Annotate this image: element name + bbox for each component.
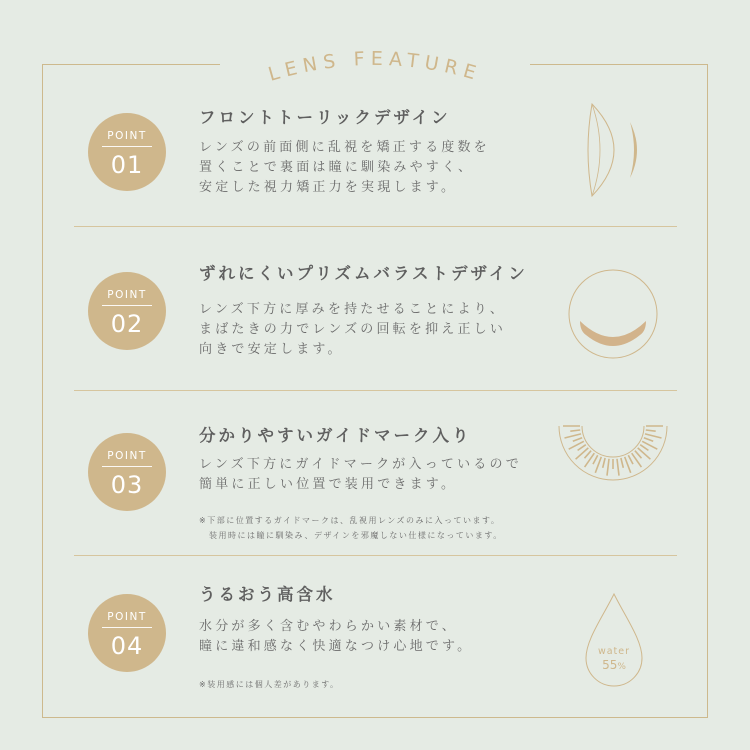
guide-mark-ray: [565, 434, 582, 438]
note-line: 装用時には瞳に馴染み、デザインを邪魔しない仕様になっています。: [209, 531, 503, 540]
feature-description: [199, 138, 490, 198]
guide-mark-ray: [628, 455, 633, 464]
divider: [74, 390, 677, 391]
feature-description: [199, 617, 473, 657]
point-badge: [88, 594, 166, 672]
page-title-arc: [215, 18, 535, 98]
feature-heading: フロントトーリックデザイン: [199, 108, 451, 127]
point-number: 03: [110, 471, 144, 499]
badge-divider: [102, 146, 152, 147]
description-line: 向きで安定します。: [199, 342, 344, 357]
guide-mark-ray: [617, 459, 619, 476]
badge-divider: [102, 305, 152, 306]
point-number: 01: [110, 151, 144, 179]
point-label: POINT: [107, 289, 147, 301]
description-line: 水分が多く含むやわらかい素材で、: [199, 619, 458, 634]
point-label: POINT: [107, 450, 147, 462]
guide-mark-ray: [640, 445, 648, 451]
guide-mark-ray: [621, 458, 623, 468]
feature-description: [199, 300, 506, 360]
note-line: ※下部に位置するガイドマークは、乱視用レンズのみに入っています。: [199, 516, 501, 525]
water-percentage: [590, 658, 638, 672]
point-badge: [88, 113, 166, 191]
guide-mark-ray: [607, 459, 609, 476]
feature-note: [199, 513, 503, 543]
point-label: POINT: [107, 611, 147, 623]
guide-mark-ray: [585, 451, 592, 459]
lens-prism-ballast-icon: [566, 267, 660, 361]
guide-mark-ray: [573, 438, 582, 442]
divider: [74, 555, 677, 556]
feature-heading: うるおう高含水: [199, 585, 336, 604]
description-line: 安定した視力矯正力を実現します。: [199, 180, 458, 195]
lens-side-profile-icon: [580, 100, 650, 200]
feature-description: [199, 455, 522, 495]
guide-mark-ray: [603, 458, 605, 468]
description-line: 置くことで裏面は瞳に馴染みやすく、: [199, 160, 475, 175]
guide-mark-ray: [646, 430, 656, 431]
page-title: LENS FEATURE: [265, 47, 485, 86]
guide-mark-ray: [578, 445, 586, 451]
point-number: 04: [110, 632, 144, 660]
description-line: レンズの前面側に乱視を矯正する度数を: [199, 140, 490, 155]
svg-text:LENS FEATURE: [266, 48, 484, 86]
point-badge: [88, 433, 166, 511]
point-label: POINT: [107, 130, 147, 142]
point-badge: [88, 272, 166, 350]
description-line: レンズ下方にガイドマークが入っているので: [199, 457, 522, 472]
badge-divider: [102, 466, 152, 467]
note-line: ※装用感には個人差があります。: [199, 680, 340, 689]
water-drop-icon: [584, 590, 644, 690]
description-line: 瞳に違和感なく快適なつけ心地です。: [199, 639, 474, 654]
description-line: レンズ下方に厚みを持たせることにより、: [199, 302, 507, 317]
water-value: 55: [602, 658, 618, 672]
guide-mark-ray: [593, 455, 598, 464]
description-line: まばたきの力でレンズの回転を抑え正しい: [199, 322, 507, 337]
lens-guide-mark-icon: [558, 424, 668, 482]
badge-divider: [102, 627, 152, 628]
description-line: 簡単に正しい位置で装用できます。: [199, 477, 458, 492]
guide-mark-ray: [644, 438, 653, 442]
feature-note: [199, 677, 340, 692]
point-number: 02: [110, 310, 144, 338]
divider: [74, 226, 677, 227]
guide-mark-ray: [645, 434, 662, 438]
water-unit: %: [617, 662, 626, 672]
guide-mark-ray: [635, 451, 642, 459]
feature-heading: ずれにくいプリズムバラストデザイン: [199, 264, 528, 283]
water-label: water: [597, 646, 631, 657]
guide-mark-ray: [570, 430, 580, 431]
feature-heading: 分かりやすいガイドマーク入り: [199, 426, 472, 445]
